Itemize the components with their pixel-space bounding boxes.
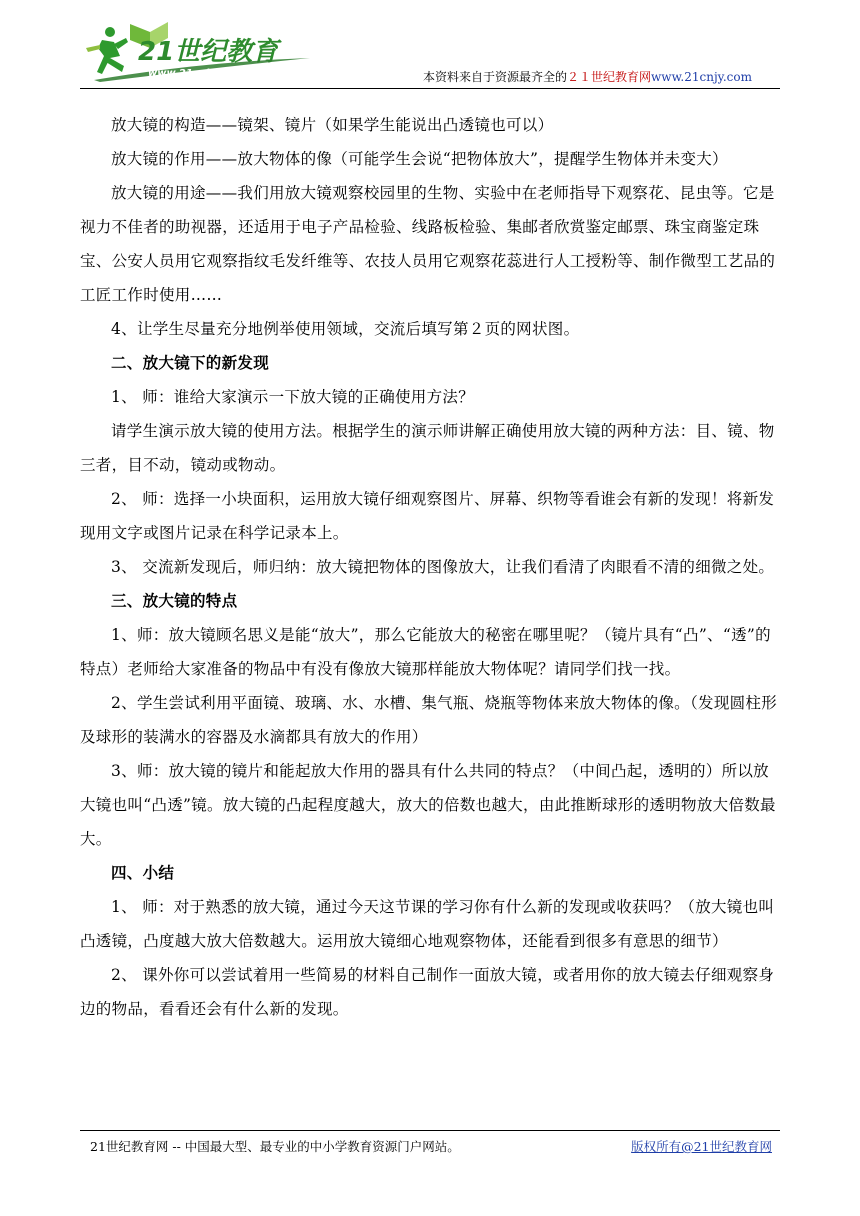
logo-url: www.21cnjy.com — [148, 68, 242, 79]
body-paragraph: 1、 师：谁给大家演示一下放大镜的正确使用方法？ — [111, 388, 474, 406]
body-paragraph: 1、 师：对于熟悉的放大镜，通过今天这节课的学习你有什么新的发现或收获吗？（放大镜也叫凸透镜，凸度越大放大倍数越大。运用放大镜细心地观察物体，还能看到很多有意思的细节） — [80, 898, 775, 950]
body-paragraph: 3、 交流新发现后，师归纳：放大镜把物体的图像放大，让我们看清了肉眼看不清的细微之处。 — [111, 558, 775, 576]
body-paragraph: 放大镜的构造——镜架、镜片（如果学生能说出凸透镜也可以） — [111, 116, 554, 134]
header-note-url[interactable]: www.21cnjy.com — [651, 70, 752, 84]
body-paragraph: 1、师：放大镜顾名思义是能“放大”，那么它能放大的秘密在哪里呢？（镜片具有“凸”、“透”的特点）老师给大家准备的物品中有没有像放大镜那样能放大物体呢？请同学们找一找。 — [80, 626, 771, 678]
site-logo — [80, 18, 350, 84]
header-note-site: ２１世纪教育网 — [567, 70, 652, 84]
body-paragraph: 2、 课外你可以尝试着用一些简易的材料自己制作一面放大镜，或者用你的放大镜去仔细观察身边的物品，看看还会有什么新的发现。 — [80, 966, 775, 1018]
footer-divider — [80, 1130, 780, 1131]
footer-copyright-link[interactable]: 版权所有@21世纪教育网 — [631, 1139, 772, 1154]
running-figure-icon — [86, 27, 128, 74]
body-paragraph: 3、师：放大镜的镜片和能起放大作用的器具有什么共同的特点？（中间凸起，透明的）所以放大镜也叫“凸透”镜。放大镜的凸起程度越大，放大的倍数也越大，由此推断球形的透明物放大倍数最大。 — [80, 762, 776, 848]
body-paragraph: 放大镜的用途——我们用放大镜观察校园里的生物、实验中在老师指导下观察花、昆虫等。它是视力不佳者的助视器，还适用于电子产品检验、线路板检验、集邮者欣赏鉴定邮票、珠宝商鉴定珠宝、公安人员用它观察指纹毛发纤维等、农技人员用它观察花蕊进行人工授粉等、制作微型工艺品的工匠工作时使用…… — [80, 184, 776, 304]
body-paragraph: 4、让学生尽量充分地例举使用领域，交流后填写第２页的网状图。 — [111, 320, 580, 338]
body-paragraph: 2、 师：选择一小块面积，运用放大镜仔细观察图片、屏幕、织物等看谁会有新的发现！将新发现用文字或图片记录在科学记录本上。 — [80, 490, 775, 542]
header-source-note — [423, 68, 752, 85]
body-paragraph: 请学生演示放大镜的使用方法。根据学生的演示师讲解正确使用放大镜的两种方法：目、镜、物三者，目不动，镜动或物动。 — [80, 422, 775, 474]
section-heading: 二、放大镜下的新发现 — [111, 354, 270, 372]
header-divider — [80, 88, 780, 89]
header-note-prefix: 本资料来自于资源最齐全的 — [423, 70, 568, 84]
footer-site-description: 21世纪教育网 -- 中国最大型、最专业的中小学教育资源门户网站。 — [90, 1139, 460, 1154]
logo-wordmark: 21世纪教育 — [138, 37, 279, 67]
section-heading: 四、小结 — [111, 864, 175, 882]
section-heading: 三、放大镜的特点 — [111, 592, 238, 610]
page-header — [80, 18, 780, 88]
body-paragraph: 放大镜的作用——放大物体的像（可能学生会说“把物体放大”，提醒学生物体并未变大） — [111, 150, 728, 168]
body-paragraph: 2、学生尝试利用平面镜、玻璃、水、水槽、集气瓶、烧瓶等物体来放大物体的像。（发现圆柱形及球形的装满水的容器及水滴都具有放大的作用） — [80, 694, 778, 746]
document-body — [80, 108, 780, 1026]
